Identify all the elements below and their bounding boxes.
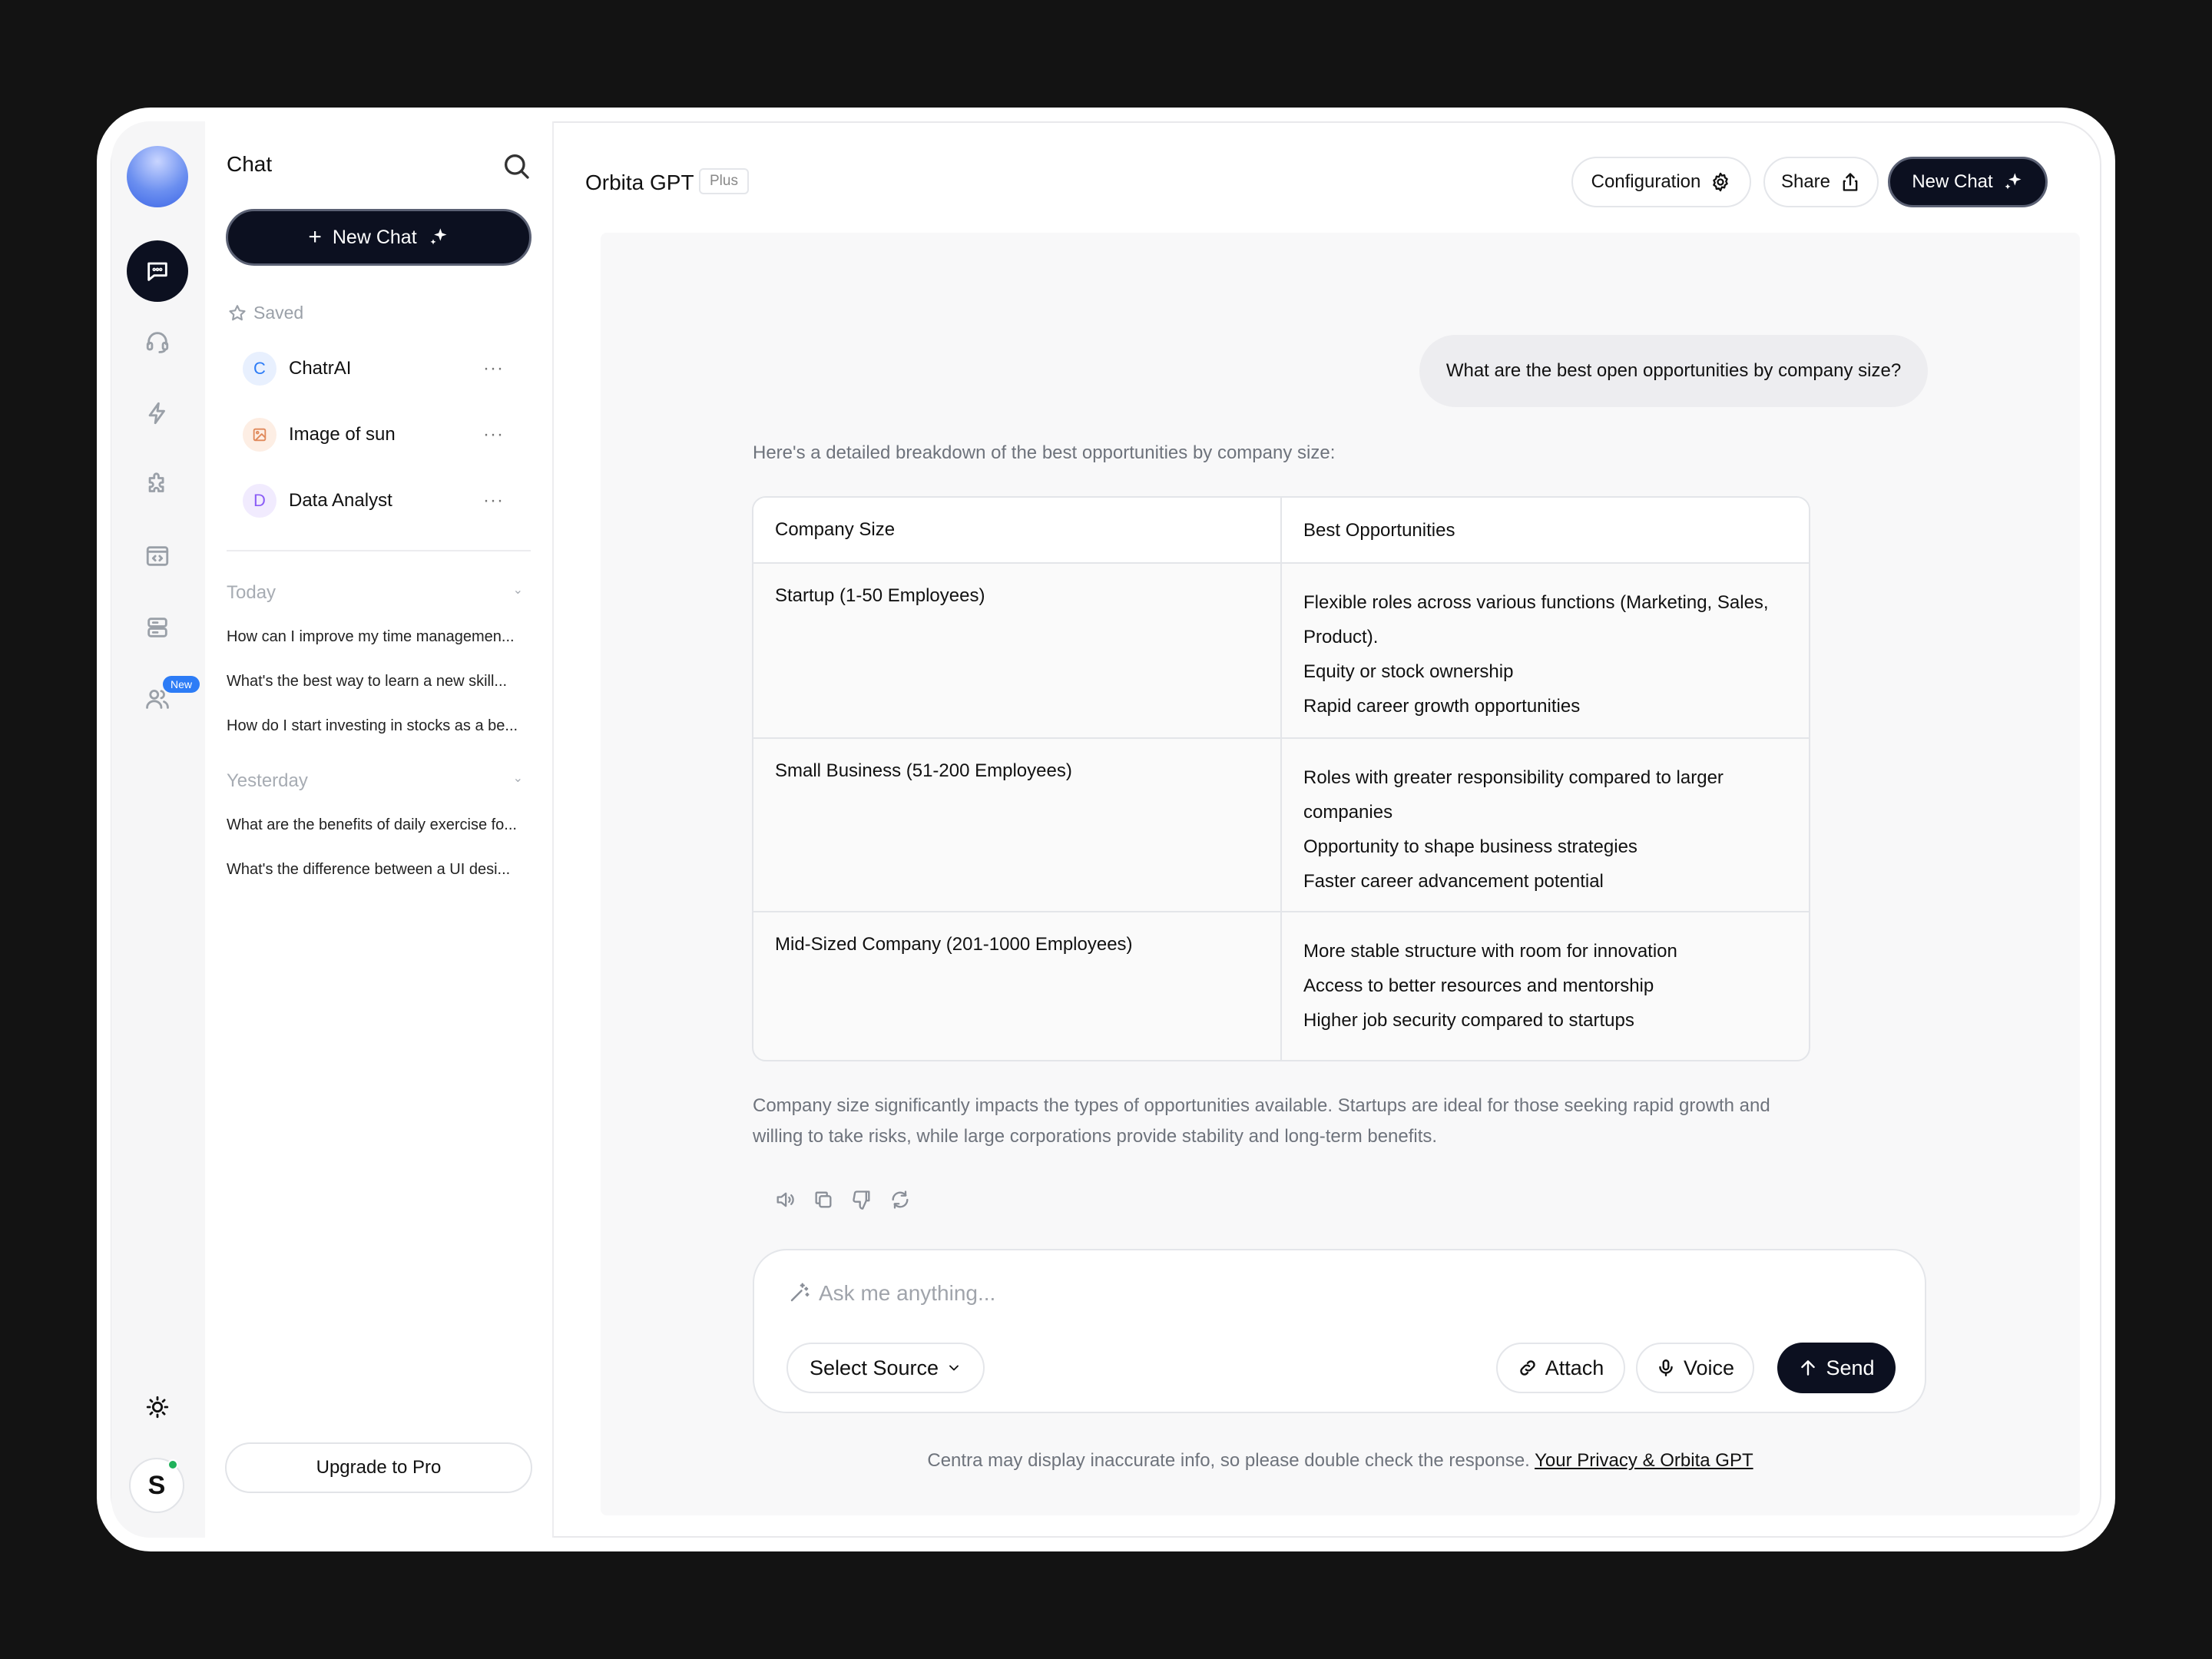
- saved-item-label: Data Analyst: [289, 490, 392, 511]
- saved-item-chatrai[interactable]: [243, 350, 535, 387]
- arrow-up-icon: [1798, 1358, 1818, 1378]
- header-new-chat-button[interactable]: [1888, 157, 2048, 207]
- user-message-bubble: What are the best open opportunities by company size?: [1419, 335, 1928, 407]
- privacy-link[interactable]: Your Privacy & Orbita GPT: [1535, 1450, 1753, 1471]
- send-button[interactable]: [1777, 1343, 1896, 1393]
- rail-code-button[interactable]: [127, 525, 188, 587]
- server-icon: [144, 614, 171, 641]
- letter-d-icon: D: [243, 484, 276, 518]
- message-actions: [774, 1189, 911, 1210]
- history-item[interactable]: What's the difference between a UI desi...: [227, 861, 511, 878]
- search-icon: [501, 151, 531, 181]
- opportunity-line: Higher job security compared to startups: [1303, 1010, 1634, 1031]
- chevron-down-icon: ⌄: [512, 584, 523, 597]
- sparkle-icon: [2002, 171, 2024, 193]
- voice-button[interactable]: [1636, 1343, 1754, 1393]
- plus-icon: +: [308, 224, 322, 250]
- table-header-cell: Company Size: [753, 498, 1282, 562]
- message-input[interactable]: [819, 1277, 1740, 1310]
- plan-badge: Plus: [699, 168, 749, 194]
- group-yesterday-label: Yesterday: [227, 770, 308, 791]
- company-size-cell: Small Business (51-200 Employees): [753, 739, 1282, 911]
- gear-icon: [1710, 171, 1731, 193]
- code-window-icon: [144, 543, 171, 569]
- new-badge: New: [163, 676, 200, 693]
- table-row: [753, 911, 1809, 1061]
- opportunity-line: More stable structure with room for innovation: [1303, 941, 1677, 962]
- magic-wand-icon: [788, 1281, 811, 1304]
- configuration-label: Configuration: [1591, 171, 1701, 192]
- saved-section-label: [227, 303, 303, 323]
- image-icon: [243, 418, 276, 452]
- rail-support-button[interactable]: [127, 311, 188, 373]
- message-composer: [753, 1249, 1926, 1413]
- sidebar-new-chat-label: New Chat: [332, 226, 417, 248]
- avatar[interactable]: S: [129, 1458, 184, 1513]
- share-icon: [1839, 171, 1861, 193]
- copy-icon[interactable]: [813, 1189, 834, 1210]
- opportunities-cell: [1282, 564, 1809, 737]
- history-item[interactable]: What's the best way to learn a new skill...: [227, 673, 508, 690]
- table-header-row: [753, 498, 1809, 562]
- thumbs-down-icon[interactable]: [851, 1189, 873, 1210]
- attach-label: Attach: [1545, 1356, 1604, 1379]
- opportunity-line: Opportunity to shape business strategies: [1303, 836, 1637, 857]
- rail-data-button[interactable]: [127, 597, 188, 658]
- opportunity-line: Rapid career growth opportunities: [1303, 696, 1581, 717]
- opportunities-cell: [1282, 739, 1809, 911]
- share-label: Share: [1780, 171, 1831, 192]
- sidebar-title: Chat: [227, 152, 273, 176]
- chevron-down-icon: [946, 1360, 962, 1376]
- share-button[interactable]: [1763, 157, 1879, 207]
- saved-label-text: Saved: [253, 303, 304, 323]
- headset-icon: [144, 329, 171, 355]
- company-size-cell: Startup (1-50 Employees): [753, 564, 1282, 737]
- sun-icon: [144, 1394, 171, 1420]
- chat-icon: [144, 258, 171, 284]
- saved-item-label: Image of sun: [289, 424, 396, 445]
- opportunity-line: Access to better resources and mentorship: [1303, 975, 1654, 996]
- configuration-button[interactable]: [1571, 157, 1751, 207]
- sidebar-divider: [227, 550, 531, 551]
- company-size-cell: Mid-Sized Company (201-1000 Employees): [753, 912, 1282, 1061]
- group-today-label: Today: [227, 582, 276, 603]
- history-item[interactable]: How can I improve my time managemen...: [227, 628, 515, 645]
- group-yesterday-toggle[interactable]: [227, 770, 528, 792]
- table-header-cell: Best Opportunities: [1303, 519, 1455, 541]
- saved-item-label: ChatrAI: [289, 358, 352, 379]
- opportunity-line: Equity or stock ownership: [1303, 661, 1514, 682]
- regenerate-icon[interactable]: [889, 1189, 911, 1210]
- opportunity-line: Roles with greater responsibility compared to larger companies: [1303, 767, 1724, 823]
- group-today-toggle[interactable]: [227, 582, 528, 604]
- more-options-icon[interactable]: ···: [483, 424, 504, 445]
- sidebar-new-chat-button[interactable]: [226, 209, 531, 266]
- opportunities-cell: [1282, 912, 1809, 1061]
- header-new-chat-label: New Chat: [1912, 171, 1993, 192]
- puzzle-icon: [144, 472, 171, 498]
- disclaimer-text: [601, 1450, 2080, 1472]
- saved-item-data-analyst[interactable]: [243, 482, 535, 519]
- sparkle-icon: [428, 227, 449, 248]
- assistant-summary-text: Company size significantly impacts the types of opportunities available. Startups are ideal for those seeking rapid growth and willing to take risks, while large corporations provide stability and long-term benefits.: [753, 1095, 1770, 1147]
- more-options-icon[interactable]: ···: [483, 358, 504, 379]
- theme-toggle-button[interactable]: [127, 1376, 188, 1438]
- online-status-dot: [167, 1459, 178, 1470]
- opportunities-table: [752, 496, 1810, 1061]
- rail-automation-button[interactable]: [127, 382, 188, 444]
- bolt-icon: [144, 400, 171, 426]
- chevron-down-icon: ⌄: [512, 772, 523, 785]
- opportunity-line: Flexible roles across various functions (Marketing, Sales, Product).: [1303, 592, 1769, 647]
- select-source-dropdown[interactable]: [786, 1343, 985, 1393]
- history-item[interactable]: What are the benefits of daily exercise fo...: [227, 816, 517, 833]
- upgrade-to-pro-button[interactable]: Upgrade to Pro: [225, 1442, 532, 1493]
- microphone-icon: [1656, 1358, 1676, 1378]
- page-title: Orbita GPT: [585, 171, 694, 194]
- saved-item-image-of-sun[interactable]: [243, 416, 535, 453]
- more-options-icon[interactable]: ···: [483, 490, 504, 511]
- rail-chat-button[interactable]: [127, 240, 188, 302]
- send-label: Send: [1826, 1356, 1875, 1379]
- opportunity-line: Faster career advancement potential: [1303, 871, 1604, 892]
- star-icon: [227, 303, 247, 323]
- history-item[interactable]: How do I start investing in stocks as a be...: [227, 717, 518, 734]
- select-source-label: Select Source: [809, 1356, 939, 1379]
- link-icon: [1518, 1358, 1538, 1378]
- search-button[interactable]: [501, 151, 531, 181]
- disclaimer-message: Centra may display inaccurate info, so please double check the response.: [927, 1450, 1530, 1471]
- letter-c-icon: C: [243, 352, 276, 386]
- table-row: [753, 737, 1809, 911]
- rail-plugins-button[interactable]: [127, 454, 188, 515]
- voice-label: Voice: [1683, 1356, 1735, 1379]
- attach-button[interactable]: [1496, 1343, 1625, 1393]
- speaker-icon[interactable]: [774, 1189, 796, 1210]
- table-row: [753, 562, 1809, 737]
- assistant-intro-text: Here's a detailed breakdown of the best opportunities by company size:: [753, 442, 1336, 463]
- logo: [127, 146, 188, 207]
